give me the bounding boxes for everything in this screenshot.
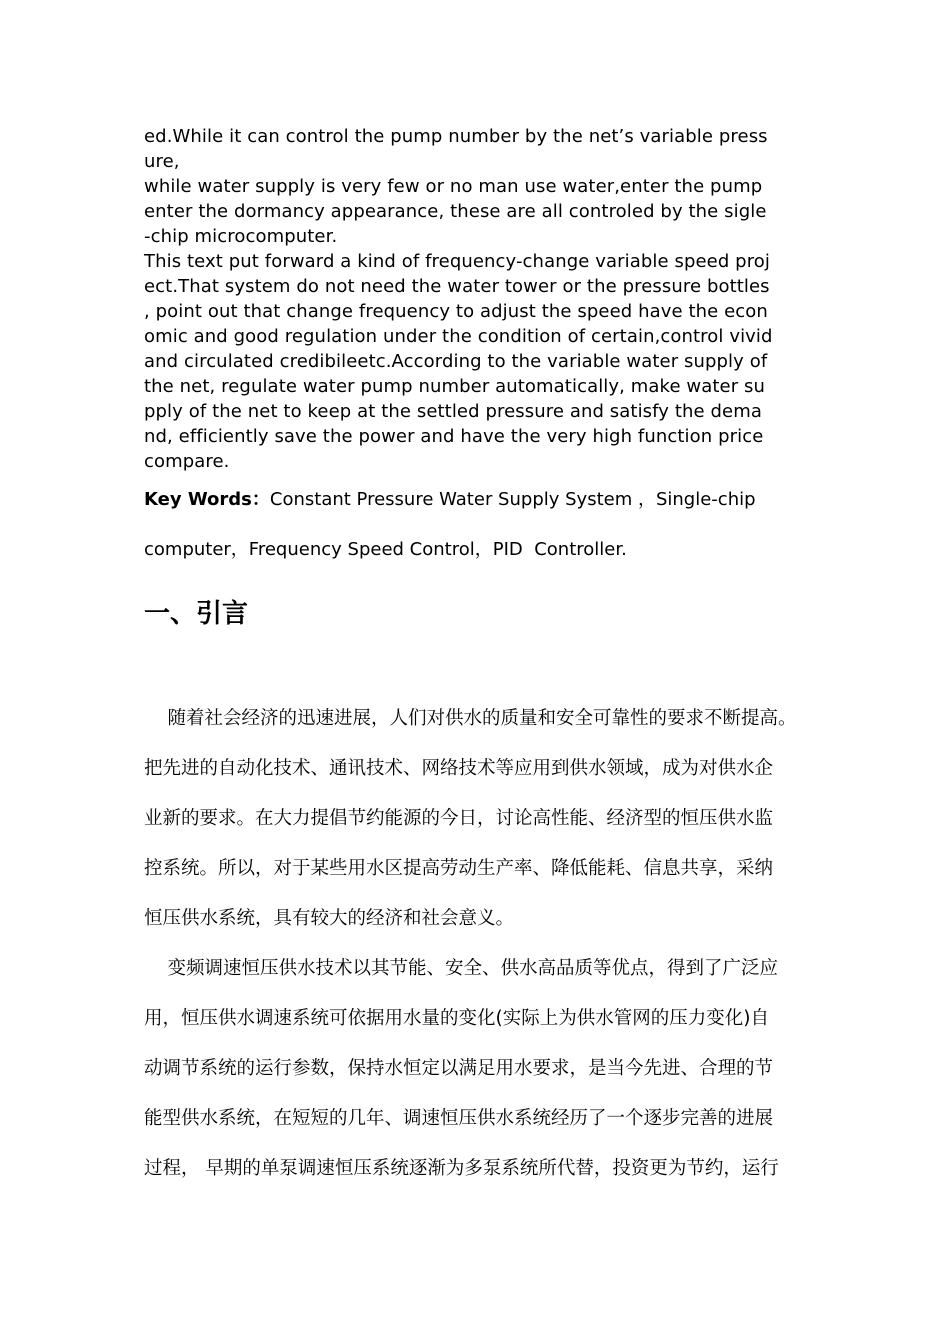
body-line: 用，恒压供水调速系统可依据用水量的变化(实际上为供水管网的压力变化)自: [144, 1008, 769, 1029]
keywords-line: [144, 487, 814, 512]
abstract-line: ed.While it can control the pump number by the net’s variable press: [144, 126, 768, 147]
abstract-line: nd, efficiently save the power and have the very high function price: [144, 426, 764, 447]
abstract-line: omic and good regulation under the condition of certain,control vivid: [144, 326, 773, 347]
abstract-line: -chip microcomputer.: [144, 226, 338, 247]
body-line: 把先进的自动化技术、通讯技术、网络技术等应用到供水领域，成为对供水企: [144, 758, 774, 779]
keywords-continuation: computer，Frequency Speed Control，PID Controller.: [144, 539, 627, 560]
body-line: 随着社会经济的迅速进展，人们对供水的质量和安全可靠性的要求不断提高。: [144, 708, 797, 729]
abstract-line: ure,: [144, 151, 180, 172]
keywords-text: Constant Pressure Water Supply System ，Single-chip: [269, 489, 756, 510]
abstract-line: pply of the net to keep at the settled pressure and satisfy the dema: [144, 401, 762, 422]
abstract-paragraph: [144, 124, 814, 474]
abstract-line: ect.That system do not need the water tower or the pressure bottles: [144, 276, 770, 297]
body-line: 恒压供水系统，具有较大的经济和社会意义。: [144, 908, 515, 929]
abstract-line: This text put forward a kind of frequency-change variable speed proj: [144, 251, 771, 272]
body-line: 动调节系统的运行参数，保持水恒定以满足用水要求，是当今先进、合理的节: [144, 1058, 774, 1079]
abstract-line: , point out that change frequency to adjust the speed have the econ: [144, 301, 768, 322]
document-page: [144, 124, 814, 1194]
keywords-separator: ：: [251, 489, 270, 510]
abstract-line: compare.: [144, 451, 230, 472]
abstract-line: the net, regulate water pump number automatically, make water su: [144, 376, 766, 397]
section-body: [144, 694, 814, 1194]
abstract-line: and circulated credibileetc.According to the variable water supply of: [144, 351, 768, 372]
body-line: 过程， 早期的单泵调速恒压系统逐渐为多泵系统所代替，投资更为节约，运行: [144, 1158, 779, 1179]
body-line: 控系统。所以，对于某些用水区提高劳动生产率、降低能耗、信息共享，采纳: [144, 858, 774, 879]
section-heading: 一、引言: [144, 599, 249, 629]
body-line: 变频调速恒压供水技术以其节能、安全、供水高品质等优点，得到了广泛应: [144, 958, 779, 979]
keywords-label: Key Words: [144, 489, 252, 510]
body-line: 业新的要求。在大力提倡节约能源的今日，讨论高性能、经济型的恒压供水监: [144, 808, 774, 829]
abstract-line: enter the dormancy appearance, these are all controled by the sigle: [144, 201, 767, 222]
abstract-line: while water supply is very few or no man use water,enter the pump: [144, 176, 763, 197]
body-line: 能型供水系统，在短短的几年、调速恒压供水系统经历了一个逐步完善的进展: [144, 1108, 774, 1129]
